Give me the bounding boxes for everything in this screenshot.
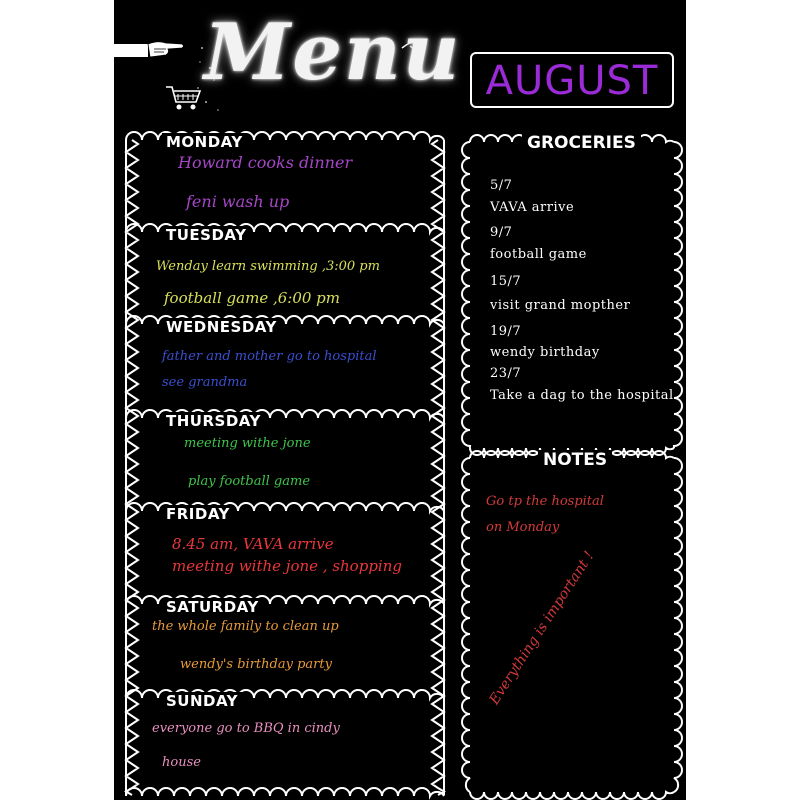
groceries-text-4: wendy birthday (490, 345, 600, 360)
groceries-date-2: 9/7 (490, 225, 513, 240)
day-label-monday: MONDAY (162, 133, 247, 151)
notes-diagonal-text: Everything is important ! (486, 548, 598, 708)
thursday-line-1: meeting withe jone (184, 436, 311, 451)
wednesday-line-1: father and mother go to hospital (162, 349, 377, 364)
groceries-text-2: football game (490, 247, 587, 262)
groceries-date-4: 19/7 (490, 324, 522, 339)
tuesday-line-2: football game ,6:00 pm (164, 289, 341, 307)
monday-line-2: feni wash up (186, 192, 290, 211)
tuesday-line-1: Wenday learn swimming ,3:00 pm (156, 259, 380, 274)
groceries-text-1: VAVA arrive (490, 200, 575, 215)
day-label-wednesday: WEDNESDAY (162, 318, 281, 336)
groceries-date-3: 15/7 (490, 274, 522, 289)
month-label: AUGUST (485, 58, 659, 104)
saturday-line-2: wendy's birthday party (180, 657, 332, 672)
friday-line-2: meeting withe jone , shopping (172, 557, 402, 575)
saturday-line-1: the whole family to clean up (152, 619, 339, 634)
sunday-line-1: everyone go to BBQ in cindy (152, 721, 340, 736)
sunday-line-2: house (162, 755, 201, 770)
groceries-date-5: 23/7 (490, 366, 522, 381)
menu-title: Menu (204, 7, 462, 98)
thursday-line-2: play football game (188, 474, 311, 489)
notes-title: NOTES (538, 450, 612, 470)
monday-line-1: Howard cooks dinner (178, 153, 353, 172)
day-label-tuesday: TUESDAY (162, 226, 250, 244)
day-label-saturday: SATURDAY (162, 598, 263, 616)
wednesday-line-2: see grandma (162, 375, 248, 390)
groceries-text-3: visit grand mopther (490, 298, 631, 313)
menu-board (114, 0, 686, 800)
groceries-text-5: Take a dag to the hospital (490, 388, 674, 403)
notes-line-1: Go tp the hospital (486, 494, 604, 509)
day-label-friday: FRIDAY (162, 505, 234, 523)
notes-line-2: on Monday (486, 520, 560, 535)
groceries-date-1: 5/7 (490, 178, 513, 193)
groceries-title: GROCERIES (522, 133, 641, 153)
day-label-sunday: SUNDAY (162, 692, 242, 710)
day-label-thursday: THURSDAY (162, 412, 265, 430)
friday-line-1: 8.45 am, VAVA arrive (172, 535, 334, 553)
